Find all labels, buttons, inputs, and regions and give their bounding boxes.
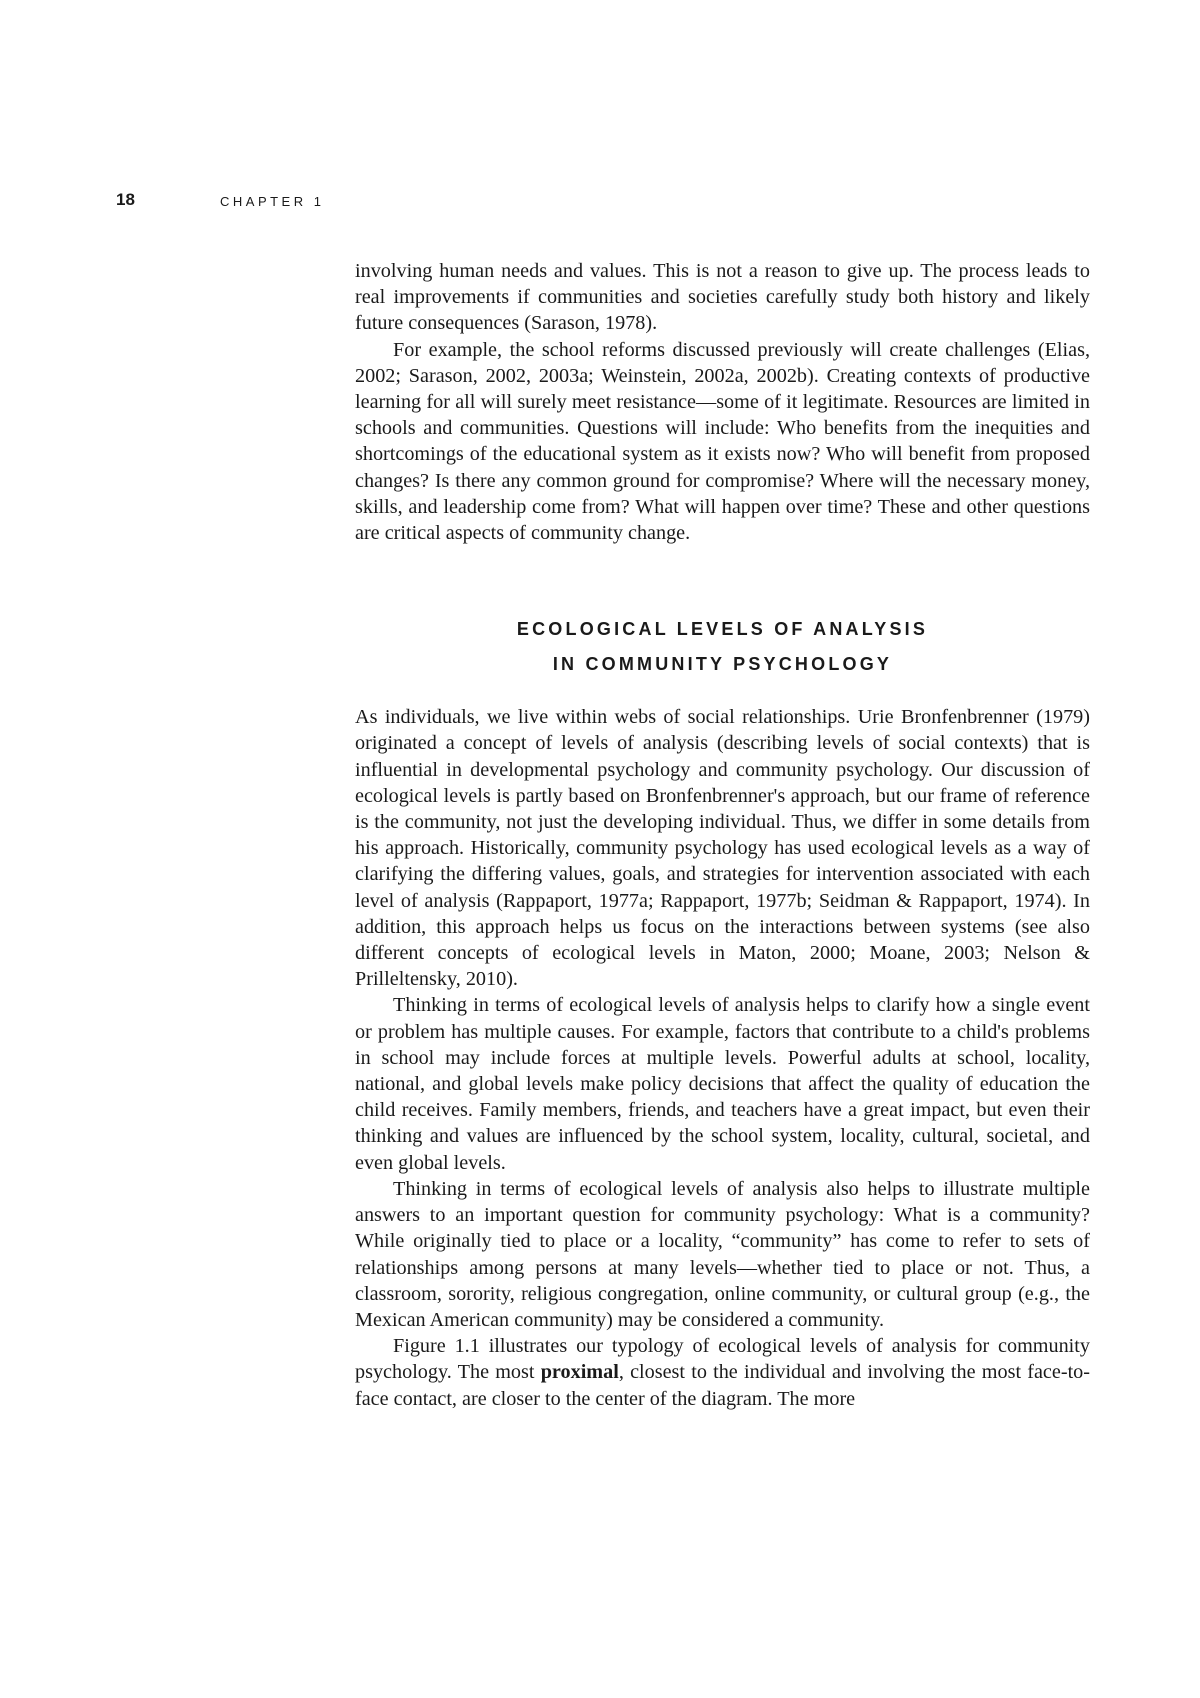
section-heading-line-1: ECOLOGICAL LEVELS OF ANALYSIS: [516, 619, 929, 640]
key-term-proximal: proximal: [540, 1361, 619, 1384]
paragraph-figure-reference: [355, 1333, 1090, 1412]
page-number: 18: [116, 190, 135, 209]
text-column: [355, 258, 1090, 1412]
paragraph-continued: involving human needs and values. This is not a reason to give up. The process leads to real improvements if communities and societies carefully study both history and likely future consequences (Sarason, 1978).: [355, 260, 1090, 335]
section-heading: [355, 612, 1090, 682]
paragraph-multiple-causes: Thinking in terms of ecological levels of analysis helps to clarify how a single event or problem has multiple causes. For example, factors that contribute to a child's problems in school may include forces at multiple levels. Powerful adults at school, locality, national, and global levels make policy decisions that affect the quality of education the child receives. Family members, friends, and teachers have a great impact, but even their thinking and values are influenced by the school system, locality, cultural, societal, and even global levels.: [355, 994, 1090, 1174]
running-head: CHAPTER 1: [220, 194, 325, 209]
paragraph-social-webs: As individuals, we live within webs of social relationships. Urie Bronfenbrenner (1979) originated a concept of levels of analysis (describing levels of social contexts) that is influential in developmental psychology and community psychology. Our discussion of ecological levels is partly based on Bronfenbrenner's approach, but our frame of reference is the community, not just the developing individual. Thus, we differ in some details from his approach. Historically, community psychology has used ecological levels as a way of clarifying the differing values, goals, and strategies for intervention associated with each level of analysis (Rappaport, 1977a; Rappaport, 1977b; Seidman & Rappaport, 1974). In addition, this approach helps us focus on the interactions between systems (see also different concepts of ecological levels in Maton, 2000; Moane, 2003; Nelson & Prilleltensky, 2010).: [355, 706, 1090, 991]
paragraph-what-is-community: Thinking in terms of ecological levels of analysis also helps to illustrate multiple answers to an important question for community psychology: What is a community? While originally tied to place or a locality, “community” has come to refer to sets of relationships among persons at many levels—whether tied to place or not. Thus, a classroom, sorority, religious congregation, online community, or cultural group (e.g., the Mexican American community) may be considered a community.: [355, 1177, 1090, 1331]
paragraph-school-reforms: For example, the school reforms discussed previously will create challenges (Elias, 2002; Sarason, 2002, 2003a; Weinstein, 2002a, 2002b). Creating contexts of productive learning for all will surely meet resistance—some of it legitimate. Resources are limited in schools and communities. Questions will include: Who benefits from the inequities and shortcomings of the educational system as it exists now? Who will benefit from proposed changes? Is there any common ground for compromise? Where will the necessary money, skills, and leadership come from? What will happen over time? These and other questions are critical aspects of community change.: [355, 338, 1090, 545]
figure-text-before: Figure 1.1 illustrates our typology of ecological levels of analysis for community psychology. The most: [355, 1335, 1090, 1384]
section-heading-line-2: IN COMMUNITY PSYCHOLOGY: [552, 654, 893, 675]
figure-text-after: , closest to the individual and involving the most face-to-face contact, are closer to the center of the diagram. The more: [355, 1361, 1090, 1410]
